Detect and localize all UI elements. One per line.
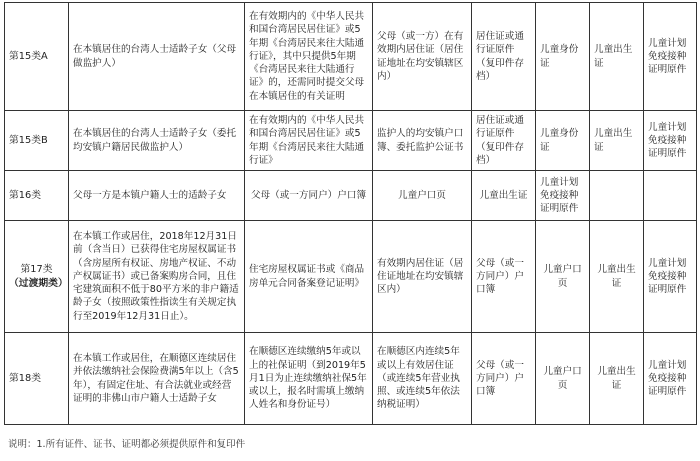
doc-cell: 儿童户口页 — [536, 333, 590, 425]
doc-cell: 儿童出生证 — [590, 221, 644, 333]
identity-doc-cell: 在有效期内的《中华人民共和国台湾居民居住证》或5年期《台湾居民来往大陆通行证》 — [245, 111, 373, 171]
identity-doc-cell: 住宅房屋权属证书或《商品房单元合同备案登记证明》 — [245, 221, 373, 333]
doc-cell: 父母（或一方同户）户口簿 — [472, 333, 536, 425]
category-extra-label: （过渡期类） — [9, 277, 68, 289]
subject-cell: 在本镇工作或居住，在顺德区连续居住并依法缴纳社会保险费满5年以上（含5年），有固定住址、有合法就业或经营证明的非佛山市户籍人士适龄子女 — [69, 333, 245, 425]
doc-cell: 儿童身份证 — [536, 111, 590, 171]
table-row — [5, 171, 697, 221]
doc-cell: 儿童计划免疫接种证明原件 — [644, 111, 697, 171]
subject-cell: 在本镇工作或居住，2018年12月31日前（含当日）已获得住宅房屋权属证书（含房屋所有权证、房地产权证、不动产权属证书）或已备案购房合同，且住宅建筑面积不低于80平方米的非户籍适龄子女（按照政策性指读生有关规定执行至2019年12月31日止）。 — [69, 221, 245, 333]
residence-doc-cell: 在顺德区内连续5年或以上有效居住证（或连续5年营业执照、或连续5年依法纳税证明） — [373, 333, 472, 425]
residence-doc-cell: 有效期内居住证（居住证地址在均安镇辖区内） — [373, 221, 472, 333]
doc-cell: 儿童身份证 — [536, 3, 590, 111]
identity-doc-cell: 在有效期内的《中华人民共和国台湾居民居住证》或5年期《台湾居民来往大陆通行证》，其中只提供5年期《台湾居民来往大陆通行证》的，还需同时提交父母在本镇居住的有关证明 — [245, 3, 373, 111]
category-cell: 第15类B — [5, 111, 69, 171]
doc-cell: 儿童计划免疫接种证明原件 — [536, 171, 590, 221]
residence-doc-cell: 监护人的均安镇户口簿、委托监护公证书 — [373, 111, 472, 171]
doc-cell: 居住证或通行证原件（复印件存档） — [472, 3, 536, 111]
identity-doc-cell: 父母（或一方同户）户口簿 — [245, 171, 373, 221]
doc-cell: 儿童出生证 — [590, 333, 644, 425]
doc-cell: 居住证或通行证原件（复印件存档） — [472, 111, 536, 171]
subject-cell: 在本镇居住的台湾人士适龄子女（委托均安镇户籍居民做监护人） — [69, 111, 245, 171]
subject-cell: 父母一方是本镇户籍人士的适龄子女 — [69, 171, 245, 221]
subject-cell: 在本镇居住的台湾人士适龄子女（父母做监护人） — [69, 3, 245, 111]
doc-cell: 父母（或一方同户）户口簿 — [472, 221, 536, 333]
category-cell: 第16类 — [5, 171, 69, 221]
category-label: 第17类 — [20, 263, 53, 275]
doc-cell: 儿童计划免疫接种证明原件 — [644, 3, 697, 111]
doc-cell: 儿童出生证 — [590, 111, 644, 171]
doc-cell: 儿童户口页 — [536, 221, 590, 333]
doc-cell: 儿童出生证 — [590, 3, 644, 111]
category-cell — [5, 221, 69, 333]
residence-doc-cell: 儿童户口页 — [373, 171, 472, 221]
doc-cell: 儿童计划免疫接种证明原件 — [644, 221, 697, 333]
admission-requirements-table — [4, 2, 697, 425]
identity-doc-cell: 在顺德区连续缴纳5年或以上的社保证明（到2019年5月1日为止连续缴纳社保5年或以上，报名时需填上缴纳人姓名和身份证号） — [245, 333, 373, 425]
category-cell: 第18类 — [5, 333, 69, 425]
doc-cell: 儿童计划免疫接种证明原件 — [644, 333, 697, 425]
table-row — [5, 3, 697, 111]
table-row — [5, 221, 697, 333]
table-row — [5, 111, 697, 171]
table-row — [5, 333, 697, 425]
residence-doc-cell: 父母（或一方）在有效期内居住证（居住证地址在均安镇辖区内） — [373, 3, 472, 111]
doc-cell: 儿童出生证 — [472, 171, 536, 221]
footnote: 说明：1.所有证件、证书、证明都必须提供原件和复印件 — [8, 439, 246, 450]
category-cell: 第15类A — [5, 3, 69, 111]
